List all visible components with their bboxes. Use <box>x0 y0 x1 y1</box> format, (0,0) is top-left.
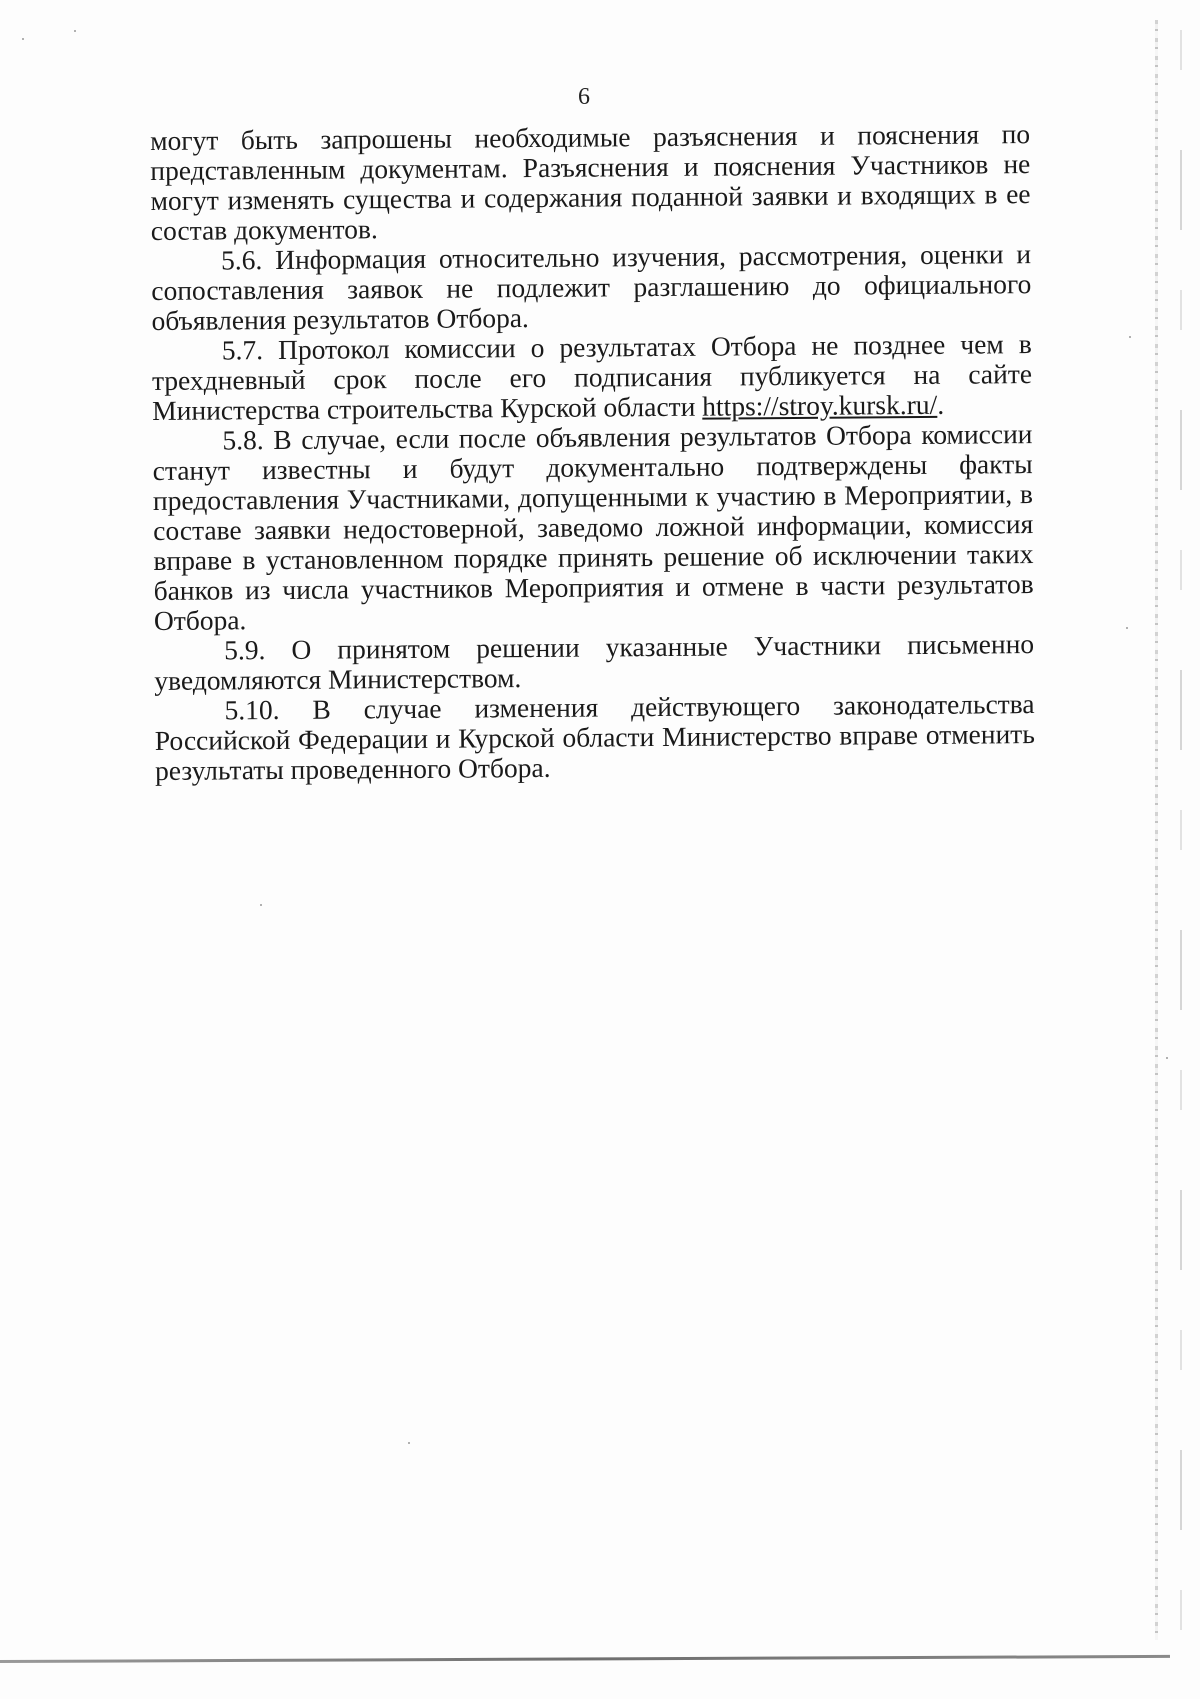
ministry-website-link[interactable]: https://stroy.kursk.ru/ <box>702 388 938 422</box>
document-body <box>150 119 1035 786</box>
scan-edge-right <box>1155 20 1158 1640</box>
scan-edge-right-outer <box>1180 30 1182 1690</box>
scan-speck <box>260 904 262 906</box>
scan-speck <box>1126 627 1128 629</box>
scan-speck <box>408 1442 410 1444</box>
page-number: 6 <box>578 84 590 110</box>
scan-speck <box>22 38 24 40</box>
paragraph-5-6: 5.6. Информация относительно изучения, рассмотрения, оценки и сопоставления заявок не подлежит разглашению до официального объявления результатов Отбора. <box>151 238 1032 336</box>
scan-speck <box>1166 1057 1168 1059</box>
paragraph-5-8: 5.8. В случае, если после объявления результатов Отбора комиссии станут известны и будут документально подтверждены факты предоставления Участниками, допущенными к участию в Мероприятии, в составе заявки недостоверной, заведомо ложной информации, комиссия вправе в установленном порядке принять решение об исключении таких банков из числа участников Мероприятия и отмене в части результатов Отбора. <box>152 418 1034 636</box>
scan-speck <box>74 30 76 32</box>
paragraph-5-9: 5.9. О принятом решении указанные Участники письменно уведомляются Министерством. <box>154 628 1035 696</box>
paragraph-5-7-text: 5.7. Протокол комиссии о результатах Отбора не позднее чем в трехдневный срок после его подписания публикуется на сайте Министерства строительства Курской области <box>151 328 1033 426</box>
scan-edge-bottom <box>0 1655 1170 1663</box>
paragraph-5-7-end: . <box>937 388 945 420</box>
scan-speck <box>1129 336 1131 338</box>
paragraph-5-10: 5.10. В случае изменения действующего законодательства Российской Федерации и Курской области Министерство вправе отменить результаты проведенного Отбора. <box>154 688 1035 786</box>
paragraph-5-7 <box>152 329 1033 426</box>
paragraph-continuation: могут быть запрошены необходимые разъяснения и пояснения по представленным документам. Разъяснения и пояснения Участников не могут изменять существа и содержания поданной заявки и входящих в ее состав документов. <box>149 118 1031 246</box>
